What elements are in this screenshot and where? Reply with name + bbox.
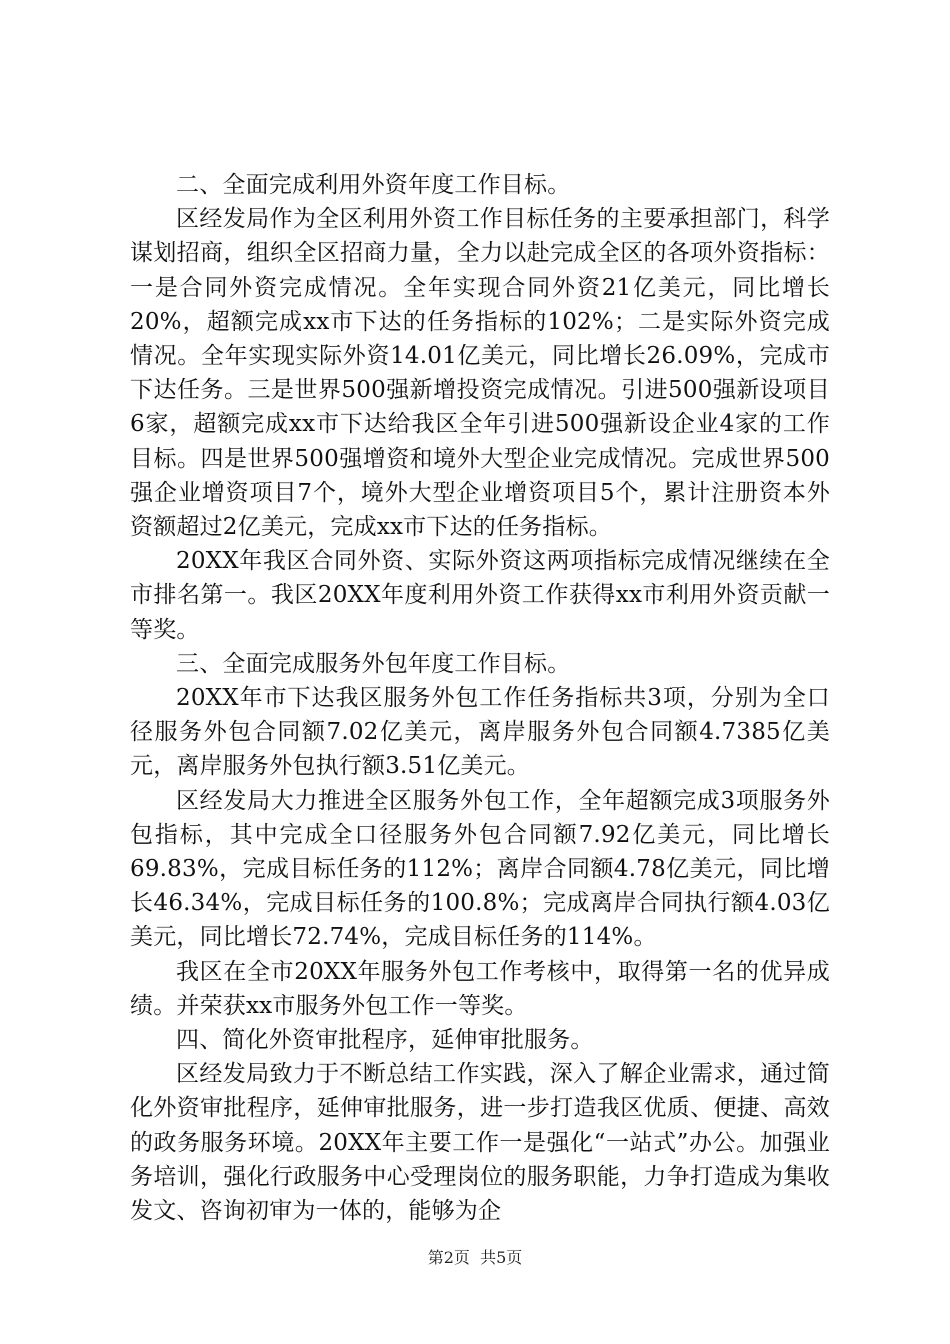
paragraph-outsourcing-targets: 20XX年市下达我区服务外包工作任务指标共3项，分别为全口径服务外包合同额7.02亿美元，离岸服务外包合同额4.7385亿美元，离岸服务外包执行额3.51亿美元。 bbox=[130, 685, 830, 780]
paragraph-approval-service: 区经发局致力于不断总结工作实践，深入了解企业需求，通过简化外资审批程序，延伸审批服务，进一步打造我区优质、便捷、高效的政务服务环境。20XX年主要工作一是强化“一站式”办公。加强业务培训，强化行政服务中心受理岗位的服务职能，力争打造成为集收发文、咨询初审为一体的，能够为企 bbox=[130, 1061, 830, 1225]
paragraph-outsourcing-results: 区经发局大力推进全区服务外包工作，全年超额完成3项服务外包指标，其中完成全口径服务外包合同额7.92亿美元，同比增长69.83%，完成目标任务的112%；离岸合同额4.78亿美元，同比增长46.34%，完成目标任务的100.8%；完成离岸合同执行额4.03亿美元，同比增长72.74%，完成目标任务的114%。 bbox=[130, 787, 830, 951]
section-heading-2: 二、全面完成利用外资年度工作目标。 bbox=[176, 172, 571, 198]
section-heading-3: 三、全面完成服务外包年度工作目标。 bbox=[176, 650, 571, 677]
paragraph-foreign-investment: 区经发局作为全区利用外资工作目标任务的主要承担部门，科学谋划招商，组织全区招商力量，全力以赴完成全区的各项外资指标：一是合同外资完成情况。全年实现合同外资21亿美元，同比增长20%，超额完成xx市下达的任务指标的102%；二是实际外资完成情况。全年实现实际外资14.01亿美元，同比增长26.09%，完成市下达任务。三是世界500强新增投资完成情况。引进500强新设项目6家，超额完成xx市下达给我区全年引进500强新设企业4家的工作目标。四是世界500强增资和境外大型企业完成情况。完成世界500强企业增资项目7个，境外大型企业增资项目5个，累计注册资本外资额超过2亿美元，完成xx市下达的任务指标。 bbox=[130, 206, 830, 541]
page-footer bbox=[0, 1245, 950, 1268]
document-body bbox=[130, 168, 830, 1228]
section-heading-4: 四、简化外资审批程序，延伸审批服务。 bbox=[176, 1027, 594, 1054]
paragraph-ranking: 20XX年我区合同外资、实际外资这两项指标完成情况继续在全市排名第一。我区20XX年度利用外资工作获得xx市利用外资贡献一等奖。 bbox=[130, 548, 830, 643]
paragraph-outsourcing-award: 我区在全市20XX年服务外包工作考核中，取得第一名的优异成绩。并荣获xx市服务外包工作一等奖。 bbox=[130, 958, 830, 1019]
page-number: 第2页 共5页 bbox=[427, 1248, 523, 1267]
